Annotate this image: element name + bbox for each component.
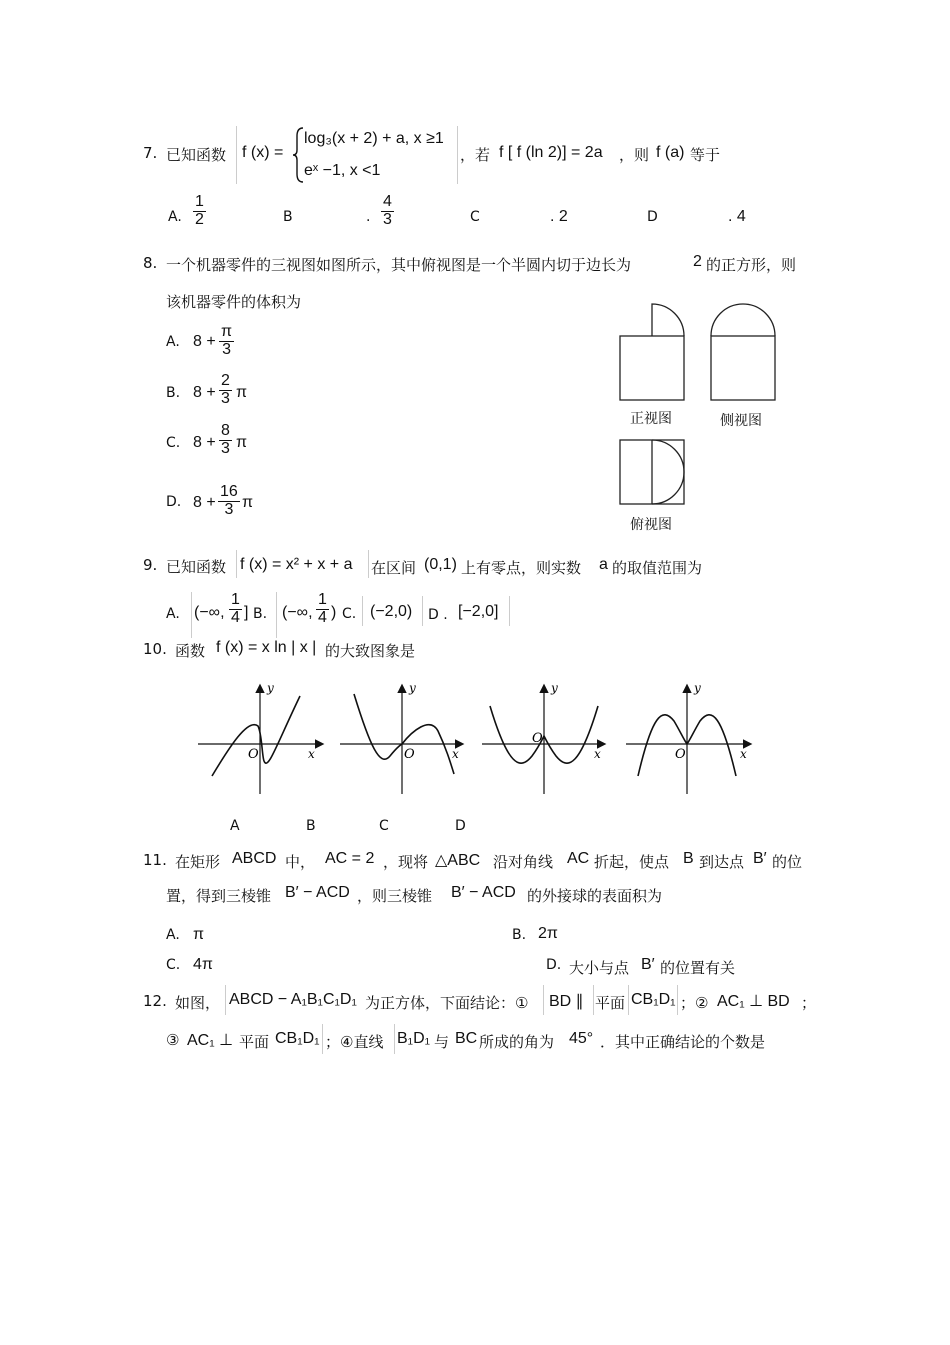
- q7-formula-frame: [236, 126, 237, 184]
- q8-option-a-label: A.: [166, 334, 180, 350]
- q7-option-d-label: D: [647, 209, 658, 225]
- q11-option-a-value: π: [193, 926, 205, 943]
- q11-option-c-value: 4π: [193, 956, 213, 973]
- q9-option-d-label: D .: [428, 607, 448, 623]
- q11-pyramid: B′ − ACD: [285, 884, 350, 901]
- q9-option-c-value: (−2,0): [370, 603, 413, 620]
- q8-option-d-label: D.: [166, 494, 182, 510]
- q9-tail: 的取值范围为: [612, 559, 703, 577]
- q7-option-b-label: B: [283, 209, 293, 225]
- q10-function: f (x) = x ln | x |: [216, 639, 317, 656]
- q8-option-b-label: B.: [166, 385, 181, 401]
- q7-case-1: log₃(x + 2) + a, x ≥1: [304, 130, 444, 147]
- graph-b-x-label: x: [452, 747, 459, 761]
- graph-b-y-label: y: [409, 681, 416, 695]
- q7-option-a-label: A.: [168, 209, 182, 225]
- q9-mid: 在区间: [371, 559, 417, 577]
- q12-statement-3: AC₁ ⊥: [187, 1032, 234, 1049]
- top-view-label: 俯视图: [630, 517, 672, 533]
- q11-number: 11.: [143, 851, 167, 869]
- front-view: [620, 304, 684, 400]
- q12-number: 12.: [143, 992, 167, 1010]
- graph-b-origin: O: [404, 747, 415, 762]
- q9-option-c-label: C.: [342, 606, 357, 622]
- q8-line-1b: 的正方形，则: [706, 256, 797, 274]
- graph-c: [482, 681, 604, 794]
- q9-option-b-fraction: $\frac{1}{4}$: [318, 591, 327, 626]
- q11-ac: AC = 2: [325, 850, 375, 867]
- q12-angle: 45°: [569, 1030, 594, 1047]
- q11-option-d-value: 大小与点: [569, 959, 630, 977]
- q12-statement-2: AC₁ ⊥ BD: [717, 993, 790, 1010]
- graph-c-label: C: [379, 818, 389, 834]
- side-view: [711, 304, 775, 400]
- q9-variable: a: [599, 556, 608, 573]
- q8-number: 8.: [143, 254, 158, 272]
- graph-a: [198, 681, 322, 794]
- q7-ask-post: 等于: [690, 146, 721, 164]
- graph-b: [340, 681, 462, 794]
- q8-side-length: 2: [693, 253, 702, 270]
- q9-lead: 已知函数: [166, 558, 227, 576]
- graph-c-origin: O: [532, 731, 543, 746]
- graph-a-y-label: y: [267, 681, 274, 695]
- graph-a-label: A: [230, 818, 240, 834]
- q7-cond-pre: ，若: [460, 146, 491, 164]
- q7-fx: f (x) =: [242, 144, 284, 161]
- q7-option-b-dot: .: [366, 209, 371, 225]
- q8-line-2: 该机器零件的体积为: [166, 293, 302, 311]
- side-view-label: 侧视图: [720, 413, 762, 429]
- graph-a-origin: O: [248, 747, 259, 762]
- q7-option-c-value: . 2: [550, 208, 568, 225]
- q11-triangle: △ABC: [435, 852, 481, 869]
- q8-option-d-fraction: $\frac{16}{3}$: [220, 483, 238, 518]
- q7-option-c-label: C: [470, 209, 480, 225]
- graph-b-label: B: [306, 818, 316, 834]
- q10-graphs: [190, 676, 770, 806]
- q10-number: 10.: [143, 640, 167, 658]
- q7-lead: 已知函数: [166, 146, 227, 164]
- q11-option-b-label: B.: [512, 927, 527, 943]
- q8-option-c-fraction: $\frac{8}{3}$: [221, 422, 230, 457]
- q7-option-a-fraction: $\frac{1}{2}$: [195, 193, 204, 228]
- q11-option-d-label: D.: [546, 957, 562, 973]
- q9-interval: (0,1): [424, 556, 457, 573]
- graph-d-label: D: [455, 818, 466, 834]
- graph-c-y-label: y: [551, 681, 558, 695]
- q10-tail: 的大致图象是: [325, 642, 416, 660]
- q7-condition: f [ f (ln 2)] = 2a: [499, 144, 603, 161]
- q11-option-a-label: A.: [166, 927, 180, 943]
- q7-option-b-fraction: $\frac{4}{3}$: [383, 193, 392, 228]
- q8-option-a-fraction: $\frac{\pi}{3}$: [221, 323, 233, 358]
- q7-cond-post: ，则: [619, 146, 650, 164]
- q9-option-a-fraction: $\frac{1}{4}$: [231, 591, 240, 626]
- q8-line-1: 一个机器零件的三视图如图所示，其中俯视图是一个半圆内切于边长为: [166, 256, 632, 274]
- graph-c-x-label: x: [594, 747, 601, 761]
- q9-option-b-label: B.: [253, 606, 268, 622]
- graph-d: [626, 681, 750, 794]
- q7-option-d-value: . 4: [728, 208, 746, 225]
- q7-case-2: eˣ −1, x <1: [304, 162, 381, 179]
- q11-option-b-value: 2π: [538, 925, 558, 942]
- q9-function: f (x) = x² + x + a: [240, 556, 353, 573]
- graph-d-y-label: y: [694, 681, 701, 695]
- q7-number: 7.: [143, 144, 158, 162]
- q11-option-c-label: C.: [166, 957, 181, 973]
- top-view: [620, 440, 684, 504]
- q7-ask: f (a): [656, 144, 685, 161]
- q12-cube: ABCD − A₁B₁C₁D₁: [229, 991, 357, 1008]
- front-view-label: 正视图: [630, 411, 672, 427]
- graph-d-origin: O: [675, 747, 686, 762]
- q9-option-a-label: A.: [166, 606, 180, 622]
- q9-mid-2: 上有零点，则实数: [461, 559, 582, 577]
- q9-number: 9.: [143, 556, 158, 574]
- q11-rect: ABCD: [232, 850, 277, 867]
- q12-statement-4: B₁D₁: [397, 1030, 431, 1047]
- q9-option-d-value: [−2,0]: [458, 603, 499, 620]
- q10-lead: 函数: [175, 642, 206, 660]
- graph-d-x-label: x: [740, 747, 747, 761]
- q8-option-c-label: C.: [166, 435, 181, 451]
- q8-option-b-fraction: $\frac{2}{3}$: [221, 372, 230, 407]
- graph-a-x-label: x: [308, 747, 315, 761]
- q12-statement-1: BD ∥: [549, 993, 584, 1010]
